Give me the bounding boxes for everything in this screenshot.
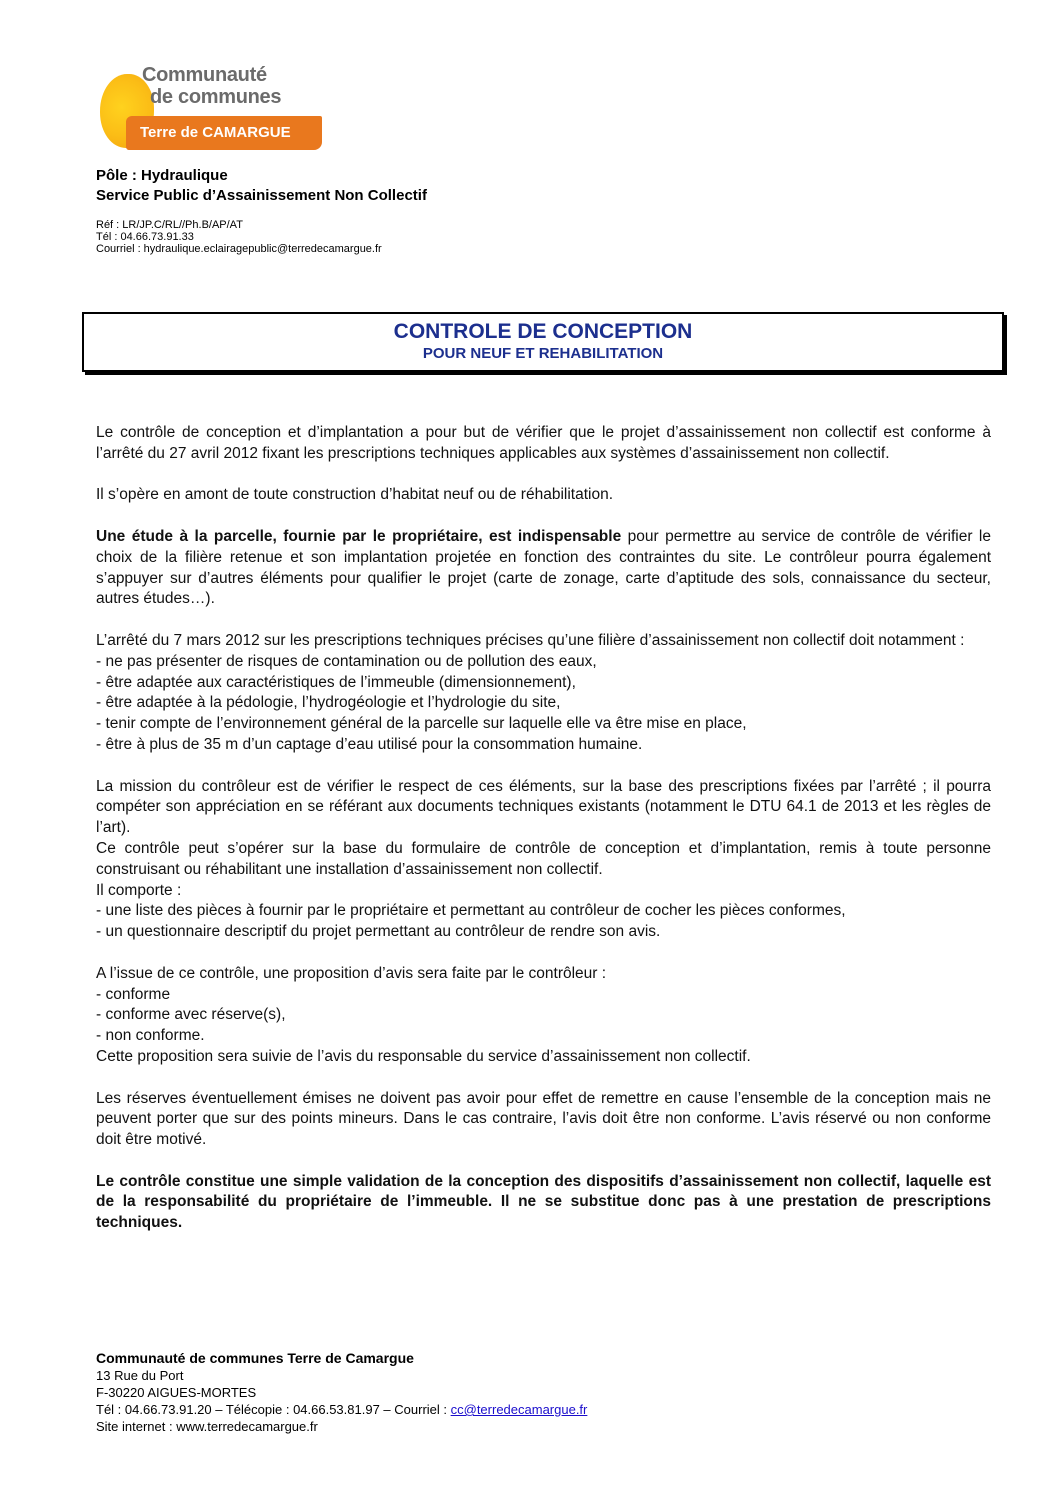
- reference-block: [96, 219, 382, 255]
- document-title: CONTROLE DE CONCEPTION: [393, 320, 693, 343]
- study-rest: pour permettre au service de contrôle de vérifier le choix de la filière retenue et son implantation projetée en fonction des contraintes du site. Le contrôleur pourra également s’appuyer sur d’autres éléments pour qualifier le projet (carte de zonage, carte d’aptitude des sols, connaissance du secteur, autres études…).: [96, 527, 991, 608]
- list-item: - conforme: [96, 985, 171, 1003]
- paragraph-study: [96, 527, 991, 610]
- logo-line-3: Terre de CAMARGUE: [140, 124, 291, 141]
- footer-contact: Tél : 04.66.73.91.20 – Télécopie : 04.66.53.81.97 – Courriel :: [96, 1402, 451, 1417]
- list-item: - conforme avec réserve(s),: [96, 1006, 286, 1024]
- email-line: Courriel : hydraulique.eclairagepublic@terredecamargue.fr: [96, 243, 382, 255]
- reference-line: Réf : LR/JP.C/RL//Ph.B/AP/AT: [96, 219, 243, 231]
- pole-label: Pôle : Hydraulique: [96, 167, 228, 184]
- list-item: - un questionnaire descriptif du projet permettant au contrôleur de rendre son avis.: [96, 923, 661, 941]
- footer-organization: Communauté de communes Terre de Camargue: [96, 1350, 414, 1366]
- logo-line-2: de communes: [150, 86, 282, 108]
- opinion-intro: A l’issue de ce contrôle, une proposition d’avis sera faite par le contrôleur :: [96, 964, 607, 982]
- list-item: - une liste des pièces à fournir par le propriétaire et permettant au contrôleur de cocher les pièces conformes,: [96, 902, 846, 920]
- footer-website: Site internet : www.terredecamargue.fr: [96, 1419, 318, 1434]
- footer-email-link[interactable]: cc@terredecamargue.fr: [450, 1402, 588, 1417]
- paragraph-opinion: [96, 964, 991, 1068]
- list-item: - ne pas présenter de risques de contamination ou de pollution des eaux,: [96, 652, 597, 670]
- title-box: [82, 312, 1004, 372]
- footer-city: F-30220 AIGUES-MORTES: [96, 1385, 257, 1400]
- list-item: - être adaptée à la pédologie, l’hydrogéologie et l’hydrologie du site,: [96, 694, 561, 712]
- footer-street: 13 Rue du Port: [96, 1368, 184, 1383]
- list-item: - tenir compte de l’environnement général de la parcelle sur laquelle elle va être mise en place,: [96, 715, 747, 733]
- logo-line-1: Communauté: [142, 64, 267, 86]
- paragraph-mission: [96, 777, 991, 943]
- paragraph-reserves: Les réserves éventuellement émises ne doivent pas avoir pour effet de remettre en cause l’ensemble de la conception mais ne peuvent porter que sur des points mineurs. Dans le cas contraire, l’avis doit être non conforme. L’avis réservé ou non conforme doit être motivé.: [96, 1089, 991, 1149]
- list-item: - non conforme.: [96, 1027, 205, 1045]
- paragraph-purpose: Le contrôle de conception et d’implantation a pour but de vérifier que le projet d’assainissement non collectif est conforme à l’arrêté du 27 avril 2012 fixant les prescriptions techniques applicables aux systèmes d’assainissement non collectif.: [96, 424, 991, 462]
- organization-logo: [96, 60, 320, 152]
- paragraph-requirements: [96, 631, 991, 756]
- footer-contact-line: [96, 1401, 587, 1418]
- includes-label: Il comporte :: [96, 881, 182, 899]
- document-subtitle: POUR NEUF ET REHABILITATION: [422, 345, 664, 362]
- service-header: [96, 166, 427, 206]
- requirements-intro: L’arrêté du 7 mars 2012 sur les prescriptions techniques précises qu’une filière d’assainissement non collectif doit notamment :: [96, 631, 965, 649]
- form-text: Ce contrôle peut s’opérer sur la base du formulaire de contrôle de conception et d’implantation, remis à toute personne construisant ou réhabilitant une installation d’assainissement non collectif.: [96, 839, 991, 878]
- paragraph-conclusion: Le contrôle constitue une simple validation de la conception des dispositifs d’assainissement non collectif, laquelle est de la responsabilité du propriétaire de l’immeuble. Il ne se substitue donc pas à une prestation de prescriptions techniques.: [96, 1172, 991, 1232]
- mission-text: La mission du contrôleur est de vérifier le respect de ces éléments, sur la base des prescriptions fixées par l’arrêté ; il pourra compéter son appréciation en se référant aux documents techniques existants (notamment le DTU 64.1 de 2013 et les règles de l’art).: [96, 777, 991, 837]
- footer-address: [96, 1350, 587, 1435]
- list-item: - être à plus de 35 m d’un captage d’eau utilisé pour la consommation humaine.: [96, 735, 643, 753]
- phone-line: Tél : 04.66.73.91.33: [96, 231, 194, 243]
- service-label: Service Public d’Assainissement Non Collectif: [96, 187, 427, 204]
- opinion-outro: Cette proposition sera suivie de l’avis du responsable du service d’assainissement non collectif.: [96, 1047, 751, 1065]
- list-item: - être adaptée aux caractéristiques de l’immeuble (dimensionnement),: [96, 673, 576, 691]
- paragraph-timing: Il s’opère en amont de toute construction d’habitat neuf ou de réhabilitation.: [96, 486, 614, 504]
- document-body: [96, 423, 991, 1234]
- study-emphasis: Une étude à la parcelle, fournie par le propriétaire, est indispensable: [96, 527, 622, 545]
